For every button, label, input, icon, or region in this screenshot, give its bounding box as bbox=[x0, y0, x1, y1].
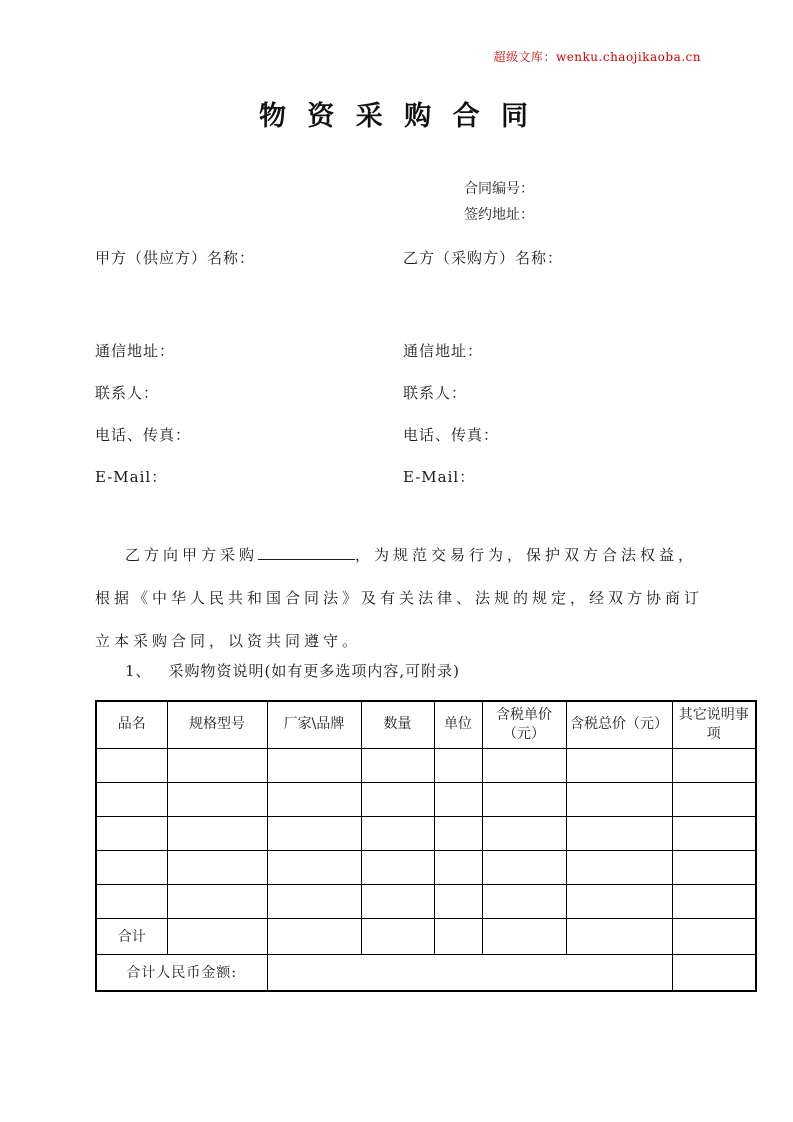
table-cell-empty bbox=[267, 748, 361, 782]
table-cell-empty bbox=[434, 850, 482, 884]
table-cell-empty bbox=[96, 816, 167, 850]
page-title: 物 资 采 购 合 同 bbox=[259, 101, 534, 132]
preamble-line-3: 立本采购合同，以资共同遵守。 bbox=[95, 632, 362, 650]
table-cell-empty bbox=[672, 816, 756, 850]
table-cell-empty bbox=[482, 782, 566, 816]
party-b-contact-label: 联系人： bbox=[403, 384, 468, 402]
table-cell-empty bbox=[434, 816, 482, 850]
parties-row bbox=[95, 247, 735, 268]
table-cell-empty bbox=[672, 850, 756, 884]
grand-total-label: 合计人民币金额: bbox=[96, 954, 267, 991]
contract-no-label: 合同编号： bbox=[464, 181, 534, 197]
table-cell-empty bbox=[434, 782, 482, 816]
header-cell-quantity: 数量 bbox=[361, 701, 434, 748]
table-total-row bbox=[96, 918, 756, 954]
party-a-email-label: E-Mail： bbox=[95, 468, 168, 486]
table-cell-empty bbox=[167, 816, 267, 850]
table-row bbox=[96, 782, 756, 816]
table-cell-empty bbox=[361, 850, 434, 884]
total-row-label: 合计 bbox=[96, 918, 167, 954]
header-cell-product-name: 品名 bbox=[96, 701, 167, 748]
header-cell-total-price-incl-tax: 含税总价（元） bbox=[566, 701, 672, 748]
party-b-label: 乙方（采购方）名称： bbox=[403, 249, 564, 267]
contact-row-email bbox=[95, 456, 735, 498]
table-row bbox=[96, 850, 756, 884]
purchase-items-table bbox=[95, 700, 757, 992]
table-cell-empty bbox=[267, 782, 361, 816]
table-cell-empty bbox=[434, 884, 482, 918]
table-row bbox=[96, 884, 756, 918]
party-a-label: 甲方（供应方）名称： bbox=[95, 249, 256, 267]
table-cell-empty bbox=[361, 884, 434, 918]
table-cell-empty bbox=[267, 816, 361, 850]
party-a-phone-label: 电话、传真： bbox=[95, 426, 192, 444]
table-cell-empty bbox=[167, 884, 267, 918]
table-cell-empty bbox=[566, 782, 672, 816]
party-b-phone-label: 电话、传真： bbox=[403, 426, 500, 444]
header-cell-spec-model: 规格型号 bbox=[167, 701, 267, 748]
contact-grid bbox=[95, 330, 735, 498]
header-cell-manufacturer-brand: 厂家\品牌 bbox=[267, 701, 361, 748]
sign-place-label: 签约地址： bbox=[464, 207, 534, 223]
table-cell-empty bbox=[167, 782, 267, 816]
table-cell-empty bbox=[566, 850, 672, 884]
grand-total-amount-cell bbox=[267, 954, 672, 991]
table-cell-empty bbox=[267, 884, 361, 918]
section-number: 1、 bbox=[125, 662, 152, 680]
table-header-row bbox=[96, 701, 756, 748]
preamble-paragraph bbox=[95, 534, 711, 663]
table-cell-empty bbox=[434, 918, 482, 954]
header-cell-unit: 单位 bbox=[434, 701, 482, 748]
table-cell-empty bbox=[672, 884, 756, 918]
table-cell-empty bbox=[566, 884, 672, 918]
preamble-text: 乙方向甲方采购 bbox=[125, 546, 259, 564]
contact-row-address bbox=[95, 330, 735, 372]
table-cell-empty bbox=[482, 816, 566, 850]
table-grand-total-row bbox=[96, 954, 756, 991]
header-cell-unit-price-incl-tax: 含税单价（元） bbox=[482, 701, 566, 748]
table-cell-empty bbox=[96, 782, 167, 816]
preamble-line-2: 根据《中华人民共和国合同法》及有关法律、法规的规定，经双方协商订 bbox=[95, 589, 704, 607]
party-a-address-label: 通信地址： bbox=[95, 342, 176, 360]
table-cell-empty bbox=[361, 748, 434, 782]
section-1-heading bbox=[125, 660, 460, 681]
table-cell-empty bbox=[482, 748, 566, 782]
contract-meta-block bbox=[464, 176, 534, 228]
table-cell-empty bbox=[96, 748, 167, 782]
table-cell-empty bbox=[672, 748, 756, 782]
table-cell-empty bbox=[361, 816, 434, 850]
table-cell-empty bbox=[672, 954, 756, 991]
table-cell-empty bbox=[566, 918, 672, 954]
header-cell-other-notes: 其它说明事项 bbox=[672, 701, 756, 748]
table-cell-empty bbox=[96, 884, 167, 918]
table-cell-empty bbox=[482, 884, 566, 918]
table-row bbox=[96, 816, 756, 850]
table-cell-empty bbox=[167, 850, 267, 884]
table-cell-empty bbox=[267, 850, 361, 884]
table-cell-empty bbox=[96, 850, 167, 884]
table-cell-empty bbox=[361, 782, 434, 816]
contact-row-contact-person bbox=[95, 372, 735, 414]
table-cell-empty bbox=[482, 850, 566, 884]
blank-underline bbox=[258, 545, 355, 560]
table-cell-empty bbox=[672, 782, 756, 816]
preamble-line-1 bbox=[95, 534, 711, 577]
contact-row-phone-fax bbox=[95, 414, 735, 456]
table-cell-empty bbox=[566, 816, 672, 850]
table-cell-empty bbox=[167, 918, 267, 954]
table-cell-empty bbox=[267, 918, 361, 954]
preamble-text: ，为规范交易行为，保护双方合法权益， bbox=[355, 546, 698, 564]
table-cell-empty bbox=[434, 748, 482, 782]
table-cell-empty bbox=[167, 748, 267, 782]
table-cell-empty bbox=[482, 918, 566, 954]
party-b-email-label: E-Mail： bbox=[403, 468, 476, 486]
table-cell-empty bbox=[566, 748, 672, 782]
watermark-text: 超级文库：wenku.chaojikaoba.cn bbox=[493, 50, 701, 64]
table-row bbox=[96, 748, 756, 782]
party-a-contact-label: 联系人： bbox=[95, 384, 160, 402]
table-cell-empty bbox=[361, 918, 434, 954]
section-heading-text: 采购物资说明(如有更多选项内容,可附录) bbox=[168, 662, 461, 680]
table-cell-empty bbox=[672, 918, 756, 954]
party-b-address-label: 通信地址： bbox=[403, 342, 484, 360]
